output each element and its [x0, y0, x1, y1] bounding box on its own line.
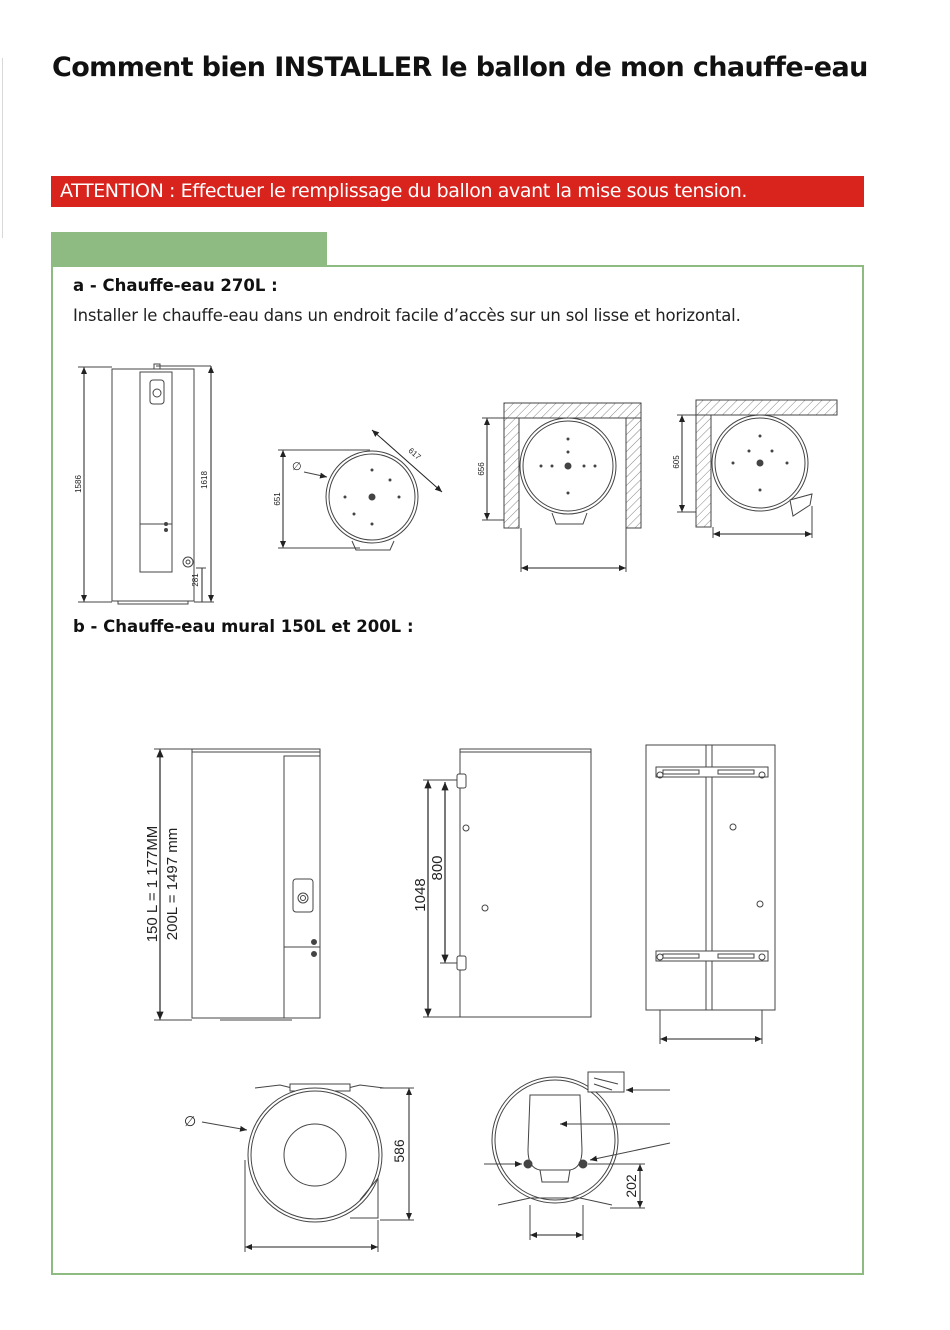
section-a-instruction: Installer le chauffe-eau dans un endroit facile d’accès sur un sol lisse et horizontal.: [73, 306, 741, 325]
dim-1618: 1618: [200, 471, 209, 489]
drawing-mural-top: [202, 1084, 414, 1252]
section-a-heading: a - Chauffe-eau 270L :: [73, 276, 278, 295]
page-title: Comment bien INSTALLER le ballon de mon chauffe-eau: [52, 52, 868, 83]
dim-height-200: 200L = 1497 mm: [164, 827, 181, 941]
dim-height-150: 150 L = 1 177MM: [144, 825, 161, 943]
dim-651: 651: [273, 492, 282, 506]
drawing-mural-back: [646, 745, 775, 1044]
drawing-mural-bottom: [484, 1072, 670, 1240]
dim-656: 656: [477, 462, 486, 476]
diameter-symbol-b: ∅: [184, 1113, 197, 1129]
dim-605: 605: [672, 455, 681, 469]
dim-1586: 1586: [74, 475, 83, 493]
drawing-270l-corner: [482, 403, 641, 572]
dim-586: 586: [391, 1139, 407, 1163]
drawing-mural-front: [423, 749, 591, 1017]
drawing-270l-front: [78, 364, 214, 604]
drawing-270l-wall: [677, 400, 837, 538]
dim-800: 800: [429, 855, 446, 881]
attention-banner: ATTENTION : Effectuer le remplissage du ballon avant la mise sous tension.: [51, 176, 864, 207]
dim-1048: 1048: [412, 878, 429, 912]
dim-281: 281: [191, 573, 200, 587]
drawing-270l-top: [278, 430, 442, 550]
dim-617: 617: [406, 446, 423, 462]
dim-202: 202: [623, 1174, 639, 1198]
diameter-symbol-a: ∅: [292, 461, 302, 473]
section-b-heading: b - Chauffe-eau mural 150L et 200L :: [73, 617, 414, 636]
